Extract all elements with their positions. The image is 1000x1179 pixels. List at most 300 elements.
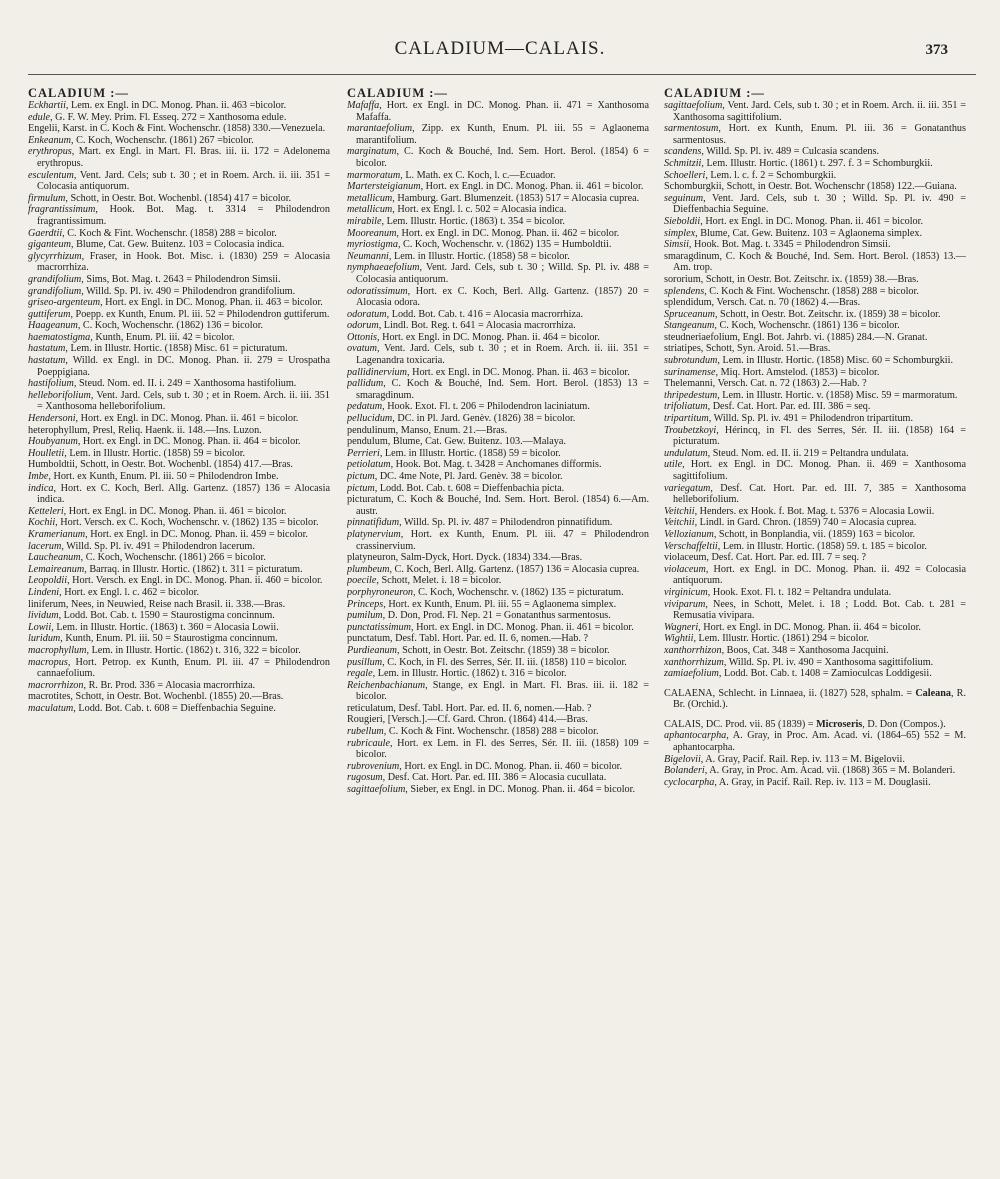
species-name: Veitchii <box>664 505 695 517</box>
entry-text: , Schott, in Bonplandia, vii. (1859) 163 = bicolor. <box>713 528 916 540</box>
entry-text: , C. Koch, Wochenschr. (1862) 136 = bicolor. <box>77 320 264 332</box>
entry-text: , C. Koch & Fint. Wochenschr. (1858) 288 = bicolor. <box>383 726 599 738</box>
list-item <box>28 529 330 541</box>
species-name: seguinum <box>664 192 704 204</box>
entry-text: , Lem. in Illustr. Hortic. (1858) Misc. 61 = picturatum. <box>65 343 288 355</box>
entry-text: , Hort. ex Kunth, Enum. Pl. iii. 50 = Philodendron Imbe. <box>48 471 279 482</box>
list-item <box>347 170 649 182</box>
species-name: giganteum <box>28 239 72 251</box>
species-name: Troubetzkoyi <box>664 424 717 436</box>
entry-text: smaragdinum, C. Koch & Bouché, Ind. Sem. Hort. Berol. (1853) 13.—Am. trop. <box>664 250 966 274</box>
list-item <box>347 401 649 413</box>
genus-family: , R. Br. (Orchid.). <box>673 687 966 711</box>
list-item <box>347 343 649 366</box>
entry-text: , Willd. Sp. Pl. iv. 491 = Philodendron lacerum. <box>61 540 255 552</box>
entry-text: , Lem. Illustr. Hortic. (1863) t. 354 = bicolor. <box>381 215 565 227</box>
list-item <box>347 320 649 332</box>
entry-text: , Hort. Versch. ex C. Koch, Wochenschr. v. (1862) 135 = bicolor. <box>55 517 319 529</box>
list-item <box>664 668 966 680</box>
species-name: Princeps <box>347 598 384 610</box>
list-item <box>347 668 649 680</box>
entry-text: violaceum, Desf. Cat. Hort. Par. ed. III. 7 = seq. ? <box>664 552 867 564</box>
species-name: Bolanderi <box>664 765 705 777</box>
list-item <box>664 251 966 274</box>
entry-text: , Hort. ex Engl. in DC. Monog. Phan. ii. 492 = Colocasia antiquorum. <box>673 563 966 587</box>
entry-text: , C. Koch & Bouché, Ind. Sem. Hort. Berol. (1854) 6 = bicolor. <box>356 146 649 169</box>
species-name: odoratum <box>347 308 387 320</box>
list-item <box>664 146 966 158</box>
list-item <box>664 181 966 193</box>
list-item <box>664 483 966 506</box>
species-name: Gaerdtii <box>28 227 63 239</box>
entry-text: , Hort. ex C. Koch, Berl. Allg. Gartenz. (1857) 20 = Alocasia odora. <box>356 285 649 309</box>
entry-text: , G. F. W. Mey. Prim. Fl. Esseq. 272 = Xanthosoma edule. <box>50 111 287 123</box>
list-item <box>28 680 330 692</box>
species-name: viviparum <box>664 598 706 610</box>
entry-text: , Lodd. Bot. Cab. t. 1590 = Staurostigma concinnum. <box>58 610 275 622</box>
species-name: marantaefolium <box>347 123 413 135</box>
entry-text: , Schott, Melet. i. 18 = bicolor. <box>376 575 502 587</box>
species-name: Spruceanum <box>664 308 715 320</box>
species-name: edule <box>28 111 51 123</box>
species-name: thripedestum <box>664 389 718 401</box>
list-item <box>664 401 966 413</box>
page-title: CALADIUM—CALAIS. <box>394 38 606 59</box>
entry-text: , Hort. ex Lem. in Fl. des Serres, Sér. II. iii. (1858) 109 = bicolor. <box>356 737 649 761</box>
entry-text: , DC. in Pl. Jard. Genèv. (1826) 38 = bicolor. <box>392 413 576 425</box>
entry-text: , Hort. ex Kunth, Enum. Pl. iii. 47 = Philodendron crassinervium. <box>356 528 649 552</box>
list-item <box>347 622 649 634</box>
genus-entry <box>664 688 966 711</box>
list-item <box>347 657 649 669</box>
entry-text: , Vent. Jard. Cels, sub t. 30 ; et in Roem. Arch. ii. iii. 351 = Lagenandra toxicaria. <box>356 343 649 367</box>
species-name: griseo-argenteum <box>28 297 101 309</box>
list-item <box>664 239 966 251</box>
entry-text: , Lem. in Illustr. Hortic. (1858) 58 = bicolor. <box>388 250 570 262</box>
entry-text: , Vent. Jard. Cels; sub t. 30 ; et in Roem. Arch. ii. iii. 351 = Colocasia antiquorum. <box>37 169 330 193</box>
species-name: Wagneri <box>664 621 699 633</box>
list-item <box>664 170 966 182</box>
list-item <box>347 564 649 576</box>
list-item <box>28 564 330 576</box>
entry-text: , C. Koch, in Fl. des Serres, Sér. II. iii. (1858) 110 = bicolor. <box>382 656 627 668</box>
list-item <box>347 181 649 193</box>
column-heading: CALADIUM :— <box>28 86 129 100</box>
species-name: marginatum <box>347 146 397 158</box>
species-name: sagittaefolium <box>664 100 723 111</box>
list-item <box>28 459 330 471</box>
list-item <box>664 123 966 146</box>
species-name: pictum <box>347 471 375 482</box>
species-name: subrotundum <box>664 355 718 367</box>
list-item <box>28 135 330 147</box>
species-name: pictum <box>347 482 375 494</box>
entry-text: macrotites, Schott, in Oestr. Bot. Wochenbl. (1855) 20.—Bras. <box>28 691 284 703</box>
entry-text: , Zipp. ex Kunth, Enum. Pl. iii. 55 = Aglaonema marantifolium. <box>356 123 649 146</box>
species-name: Lowii <box>28 621 52 633</box>
list-item <box>664 645 966 657</box>
species-name: esculentum <box>28 169 74 181</box>
entry-text: , Hérincq, in Fl. des Serres, Sér. II. iii. (1858) 164 = picturatum. <box>673 424 966 448</box>
entry-text: pendulum, Blume, Cat. Gew. Buitenz. 103.—Malaya. <box>347 436 566 448</box>
entry-text: , L. Math. ex C. Koch, l. c.—Ecuador. <box>400 169 556 181</box>
entry-text: , Lodd. Bot. Cab. t. 608 = Dieffenbachia picta. <box>374 482 565 494</box>
species-name: tripartitum <box>664 413 709 425</box>
list-item <box>28 413 330 425</box>
list-item <box>347 529 649 552</box>
list-item <box>347 146 649 169</box>
list-item <box>28 506 330 518</box>
species-name: Haageanum <box>28 320 78 332</box>
entry-text: , Stange, ex Engl. in Mart. Fl. Bras. iii. ii. 182 = bicolor. <box>356 679 649 703</box>
list-item <box>347 645 649 657</box>
species-name: grandifolium <box>28 273 82 285</box>
species-name: nymphaeaefolium <box>347 262 420 274</box>
species-name: Houlletii <box>28 447 65 459</box>
species-name: pusillum <box>347 656 383 668</box>
list-item <box>347 680 649 703</box>
species-name: Ottonis <box>347 331 378 343</box>
entry-text: , Hamburg. Gart. Blumenzeit. (1853) 517 = Alocasia cuprea. <box>392 192 640 204</box>
list-item <box>664 552 966 564</box>
species-name: variegatum <box>664 482 711 494</box>
entry-text: , C. Koch, Wochenschr. (1861) 136 = bicolor. <box>714 320 900 332</box>
entry-text: , Lem. in Illustr. Hortic. (1862) t. 316, 322 = bicolor. <box>86 644 301 656</box>
species-name: sarmentosum <box>664 123 719 135</box>
species-name: indica <box>28 482 54 494</box>
list-item <box>347 228 649 240</box>
entry-text: , Henders. ex Hook. f. Bot. Mag. t. 5376 = Alocasia Lowii. <box>694 505 935 517</box>
species-name: metallicum <box>347 204 393 216</box>
list-item <box>664 228 966 240</box>
entry-text: , Hook. Exot. Fl. t. 206 = Philodendron laciniatum. <box>382 401 590 413</box>
species-name: rubrovenium <box>347 760 400 772</box>
list-item <box>664 765 966 777</box>
entry-text: , Hort. Versch. ex Engl. in DC. Monog. Phan. ii. 460 = bicolor. <box>67 575 323 587</box>
list-item <box>347 483 649 495</box>
species-name: utile <box>664 459 683 471</box>
list-item <box>664 193 966 216</box>
list-item <box>28 378 330 390</box>
entry-text: , Hook. Bot. Mag. t. 3428 = Anchomanes difformis. <box>390 459 602 471</box>
entry-text: , Hort. ex Engl. in DC. Monog. Phan. ii. 461 = bicolor. <box>410 621 634 633</box>
list-item <box>347 517 649 529</box>
list-item <box>664 216 966 228</box>
species-name: myriostigma <box>347 239 398 251</box>
list-item <box>347 714 649 726</box>
list-item <box>28 239 330 251</box>
entry-text: reticulatum, Desf. Tabl. Hort. Par. ed. II. 6, nomen.—Hab. ? <box>347 702 592 714</box>
column-1 <box>28 86 330 1171</box>
list-item <box>347 610 649 622</box>
species-name: odoratissimum <box>347 285 408 297</box>
entry-text: , DC. 4me Note, Pl. Jard. Genèv. 38 = bicolor. <box>374 471 563 482</box>
list-item <box>28 471 330 483</box>
entry-text: , Hook. Exot. Fl. t. 182 = Peltandra undulata. <box>707 586 892 598</box>
species-name: petiolatum <box>347 459 391 471</box>
list-item <box>28 228 330 240</box>
species-name: Hendersoni <box>28 413 76 425</box>
list-item <box>28 193 330 205</box>
species-name: Veitchii <box>664 517 695 529</box>
species-name: Schoelleri <box>664 169 706 181</box>
species-name: odorum <box>347 320 379 332</box>
species-name: sagittaefolium <box>347 784 406 796</box>
genus-entry <box>664 719 966 731</box>
species-name: Purdieanum <box>347 644 397 656</box>
list-item <box>28 390 330 413</box>
list-item <box>28 355 330 378</box>
species-name: regale <box>347 668 373 680</box>
entry-text: , Hort. ex Engl. in DC. Monog. Phan. ii. 461 = bicolor. <box>700 215 924 227</box>
species-name: macrophyllum <box>28 644 87 656</box>
species-name: virginicum <box>664 586 708 598</box>
list-item <box>664 274 966 286</box>
genus-text: CALAENA, Schlecht. in Linnaea, ii. (1827) 528, sphalm. = <box>664 687 916 699</box>
entry-text: punctatum, Desf. Tabl. Hort. Par. ed. II. 6, nomen.—Hab. ? <box>347 633 588 645</box>
list-item <box>347 633 649 645</box>
species-name: zamiaefolium <box>664 668 719 680</box>
species-name: maculatum <box>28 702 74 714</box>
species-name: lacerum <box>28 540 62 552</box>
entry-text: pendulinum, Manso, Enum. 21.—Bras. <box>347 424 508 436</box>
entry-text: , Hort. ex Engl. in DC. Monog. Phan. ii. 459 = bicolor. <box>85 528 308 540</box>
entry-text: , Lem. in Illustr. Hortic. (1858) 59 = bicolor. <box>379 447 561 459</box>
list-item <box>28 517 330 529</box>
entry-text: steudneriaefolium, Engl. Bot. Jahrb. vi. (1885) 284.—N. Granat. <box>664 331 928 343</box>
species-name: Houbyanum <box>28 436 78 448</box>
list-item <box>347 703 649 715</box>
species-name: porphyroneuron <box>347 586 414 598</box>
entry-text: , Hort. ex Engl. l. c. 462 = bicolor. <box>59 586 199 598</box>
entry-text: Rougieri, [Versch.].—Cf. Gard. Chron. (1864) 414.—Bras. <box>347 714 588 726</box>
list-item <box>347 262 649 285</box>
entry-text: , Lem. in Illustr. Hortic. v. (1858) Misc. 59 = marmoratum. <box>717 389 958 401</box>
list-item <box>347 332 649 344</box>
list-item <box>347 459 649 471</box>
species-name: simplex <box>664 227 696 239</box>
column-heading: CALADIUM :— <box>664 86 765 100</box>
entry-text: , Hort. ex Engl. in DC. Monog. Phan. ii. 464 = bicolor. <box>698 621 921 633</box>
entry-text: platyneuron, Salm-Dyck, Hort. Dyck. (1834) 334.—Bras. <box>347 552 583 564</box>
list-item <box>347 100 649 123</box>
list-item <box>28 343 330 355</box>
list-item <box>347 494 649 517</box>
entry-text: , Willd. Sp. Pl. iv. 491 = Philodendron tripartitum. <box>708 413 914 425</box>
entry-text: , Lem. in Illustr. Hortic. (1858) 59. t. 185 = bicolor. <box>717 540 927 552</box>
running-head <box>0 38 1000 68</box>
list-item <box>664 297 966 309</box>
list-item <box>347 425 649 437</box>
entry-text: , Mart. ex Engl. in Mart. Fl. Bras. iii. ii. 172 = Adelonema erythropus. <box>37 146 330 169</box>
species-name: Schmitzii <box>664 157 702 169</box>
list-item <box>28 483 330 506</box>
species-name: helleborifolium <box>28 389 91 401</box>
species-name: surinamense <box>664 366 716 378</box>
entry-text: , Hort. ex Engl. l. c. 502 = Alocasia indica. <box>392 204 567 216</box>
list-item <box>28 297 330 309</box>
list-item <box>28 309 330 321</box>
species-name: pallidum <box>347 378 384 390</box>
list-item <box>28 112 330 124</box>
entry-text: , Vent. Jard. Cels, sub t. 30 ; Willd. Sp. Pl. iv. 490 = Dieffenbachia Seguine. <box>673 192 966 216</box>
entry-text: , Hort. ex Engl. in DC. Monog. Phan. ii. 469 = Xanthosoma sagittifolium. <box>673 459 966 482</box>
entry-text: , Hort. ex Engl. in DC. Monog. Phan. ii. 461 = bicolor. <box>63 505 287 517</box>
species-name: rugosum <box>347 772 383 784</box>
list-item <box>347 204 649 216</box>
entry-text: , Schott, in Oestr. Bot. Zeitschr. ix. (1859) 38 = bicolor. <box>714 308 941 320</box>
entry-text: , Lem. in Illustr. Hortic. (1863) t. 360 = Alocasia Lowii. <box>51 621 279 633</box>
species-name: poecile <box>347 575 377 587</box>
species-name: marmoratum <box>347 169 401 181</box>
list-item <box>347 239 649 251</box>
list-item <box>664 100 966 123</box>
species-name: Imbe <box>28 471 49 482</box>
species-name: haematostigma <box>28 331 91 343</box>
species-name: mirabile <box>347 215 382 227</box>
list-item <box>664 390 966 402</box>
entry-text: , Lem. Illustr. Hortic. (1861) 294 = bicolor. <box>693 633 869 645</box>
entry-text: , Hort. Petrop. ex Kunth, Enum. Pl. iii. 47 = Philodendron cannaefolium. <box>37 656 330 680</box>
entry-text: , Willd. ex Engl. in DC. Monog. Phan. ii. 279 = Urospatha Poeppigiana. <box>37 355 330 378</box>
list-item <box>664 517 966 529</box>
list-item <box>664 413 966 425</box>
entry-text: , Hort. ex C. Koch, Berl. Allg. Gartenz. (1857) 136 = Alocasia indica. <box>37 482 330 506</box>
list-item <box>347 587 649 599</box>
list-item <box>28 657 330 680</box>
entry-text: , C. Koch, Berl. Allg. Gartenz. (1857) 136 = Alocasia cuprea. <box>389 563 640 575</box>
list-item <box>28 286 330 298</box>
entry-text: , C. Koch, Wochenschr. v. (1862) 135 = Humboldtii. <box>397 239 612 251</box>
list-item <box>664 564 966 587</box>
species-name: Laucheanum <box>28 552 81 564</box>
species-name: Enkeanum <box>28 134 71 146</box>
species-name: aphantocarpha <box>664 730 727 742</box>
page-number: 373 <box>925 42 948 58</box>
entry-text: splendidum, Versch. Cat. n. 70 (1862) 4.—Bras. <box>664 297 861 309</box>
entry-text: , Hort. ex Engl. in DC. Monog. Phan. ii. 463 = bicolor. <box>100 297 323 309</box>
species-name: trifoliatum <box>664 401 708 413</box>
entry-text: , C. Koch & Bouché, Ind. Sem. Hort. Berol. (1853) 13 = smaragdinum. <box>356 378 649 401</box>
entry-text: , Poepp. ex Kunth, Enum. Pl. iii. 52 = Philodendron guttiferum. <box>70 308 330 320</box>
list-item <box>664 309 966 321</box>
list-item <box>347 367 649 379</box>
species-name: Vellozianum <box>664 528 714 540</box>
species-name: macrorrhizon <box>28 679 84 691</box>
entry-text: , Willd. Sp. Pl. iv. 490 = Xanthosoma sagittifolium. <box>723 656 934 668</box>
species-name: pinnatifidum <box>347 517 400 529</box>
species-name: firmulum <box>28 192 66 204</box>
entry-text: , Hort. ex Engl. in DC. Monog. Phan. ii. 461 = bicolor. <box>75 413 299 425</box>
list-item <box>664 622 966 634</box>
entry-text: , Schott, in Oestr. Bot. Wochenbl. (1854) 417 = bicolor. <box>65 192 292 204</box>
entry-text: , Vent. Jard. Cels, sub t. 30 ; et in Roem. Arch. ii. iii. 351 = Xanthosoma helleborifolium. <box>37 389 330 413</box>
entry-text: Thelemanni, Versch. Cat. n. 72 (1863) 2.—Hab. ? <box>664 378 867 390</box>
species-name: pumilum <box>347 610 383 622</box>
list-item <box>664 657 966 669</box>
list-item <box>664 332 966 344</box>
entry-text: , C. Koch & Fint. Wochenschr. (1858) 288 = bicolor. <box>704 285 919 297</box>
entry-text: , Hort. ex Engl. in DC. Monog. Phan. ii. 463 = bicolor. <box>407 366 630 378</box>
list-item <box>347 193 649 205</box>
entry-text: , C. Koch, Wochenschr. (1861) 267 =bicolor. <box>71 134 254 146</box>
species-name: Mooreanum <box>347 227 397 239</box>
entry-text: , Hort. ex Engl. in DC. Monog. Phan. ii. 460 = bicolor. <box>399 760 623 772</box>
entry-text: , Lem. ex Engl. in DC. Monog. Phan. ii. 463 =bicolor. <box>65 100 287 111</box>
species-name: Simsii <box>664 239 689 251</box>
list-item <box>664 587 966 599</box>
entry-text: , Lem. Illustr. Hortic. (1861) t. 297. f. 3 = Schomburgkii. <box>701 157 933 169</box>
entry-text: , Sims, Bot. Mag. t. 2643 = Philodendron Simsii. <box>81 273 281 285</box>
entry-text: picturatum, C. Koch & Bouché, Ind. Sem. Hort. Berol. (1854) 6.—Am. austr. <box>347 494 649 517</box>
species-name: splendens <box>664 285 705 297</box>
entry-text: , Lodd. Bot. Cab. t. 1408 = Zamioculcas Loddigesii. <box>718 668 932 680</box>
entry-text: , Kunth, Enum. Pl. iii. 50 = Staurostigma concinnum. <box>60 633 278 645</box>
entry-text: , C. Koch, Wochenschr. (1861) 266 = bicolor. <box>80 552 266 564</box>
list-item <box>28 610 330 622</box>
list-item <box>347 772 649 784</box>
list-item <box>664 599 966 622</box>
species-name: Mafaffa <box>347 100 380 111</box>
species-name: Verschaffeltii <box>664 540 718 552</box>
column-2 <box>347 86 649 1171</box>
entry-text: , Miq. Hort. Amstelod. (1853) = bicolor. <box>715 366 880 378</box>
species-name: Lindeni <box>28 586 60 598</box>
list-item <box>347 726 649 738</box>
genus-family: , D. Don (Compos.). <box>862 718 946 730</box>
species-name: punctatissimum <box>347 621 411 633</box>
list-item <box>28 320 330 332</box>
species-name: Reichenbachianum <box>347 679 426 691</box>
accepted-genus: Caleana <box>915 687 951 699</box>
list-item <box>28 204 330 227</box>
species-name: erythropus <box>28 146 72 158</box>
entry-text: , Lem. in Illustr. Hortic. (1862) t. 316 = bicolor. <box>372 668 567 680</box>
list-item <box>347 123 649 146</box>
entry-text: , R. Br. Prod. 336 = Alocasia macrorrhiza. <box>83 679 256 691</box>
list-item <box>664 506 966 518</box>
entry-text: , Barraq. in Illustr. Hortic. (1862) t. 311 = picturatum. <box>84 563 303 575</box>
entry-text: , Desf. Cat. Hort. Par. ed. III. 386 = Alocasia cucullata. <box>382 772 607 784</box>
column-3 <box>664 86 966 1171</box>
column-heading: CALADIUM :— <box>347 86 448 100</box>
species-name: luridum <box>28 633 61 645</box>
species-name: xanthorrhizon <box>664 644 722 656</box>
species-name: Neumanni <box>347 250 389 262</box>
entry-text: , Hort. ex Engl. in DC. Monog. Phan. ii. 464 = bicolor. <box>77 436 301 448</box>
list-item <box>347 413 649 425</box>
list-item <box>28 703 330 715</box>
species-name: Martersteigianum <box>347 181 421 193</box>
list-item <box>664 343 966 355</box>
list-item <box>28 274 330 286</box>
list-item <box>664 459 966 482</box>
entry-text: , A. Gray, in Proc. Am. Acad. vi. (1864–65) 552 = M. aphantocarpha. <box>673 730 966 754</box>
species-name: pellucidum <box>347 413 393 425</box>
list-item <box>28 575 330 587</box>
list-item <box>347 448 649 460</box>
species-name: metallicum <box>347 192 393 204</box>
list-item <box>664 355 966 367</box>
entry-text: sororium, Schott, in Oestr. Bot. Zeitschr. ix. (1859) 38.—Bras. <box>664 273 919 285</box>
species-name: Kochii <box>28 517 56 529</box>
genus-text: CALAIS, DC. Prod. vii. 85 (1839) = <box>664 718 817 730</box>
list-item <box>347 599 649 611</box>
species-name: Ketteleri <box>28 505 64 517</box>
entry-list <box>664 100 966 680</box>
entry-list <box>347 100 649 796</box>
entry-text: , Lem. l. c. f. 2 = Schomburgkii. <box>705 169 837 181</box>
